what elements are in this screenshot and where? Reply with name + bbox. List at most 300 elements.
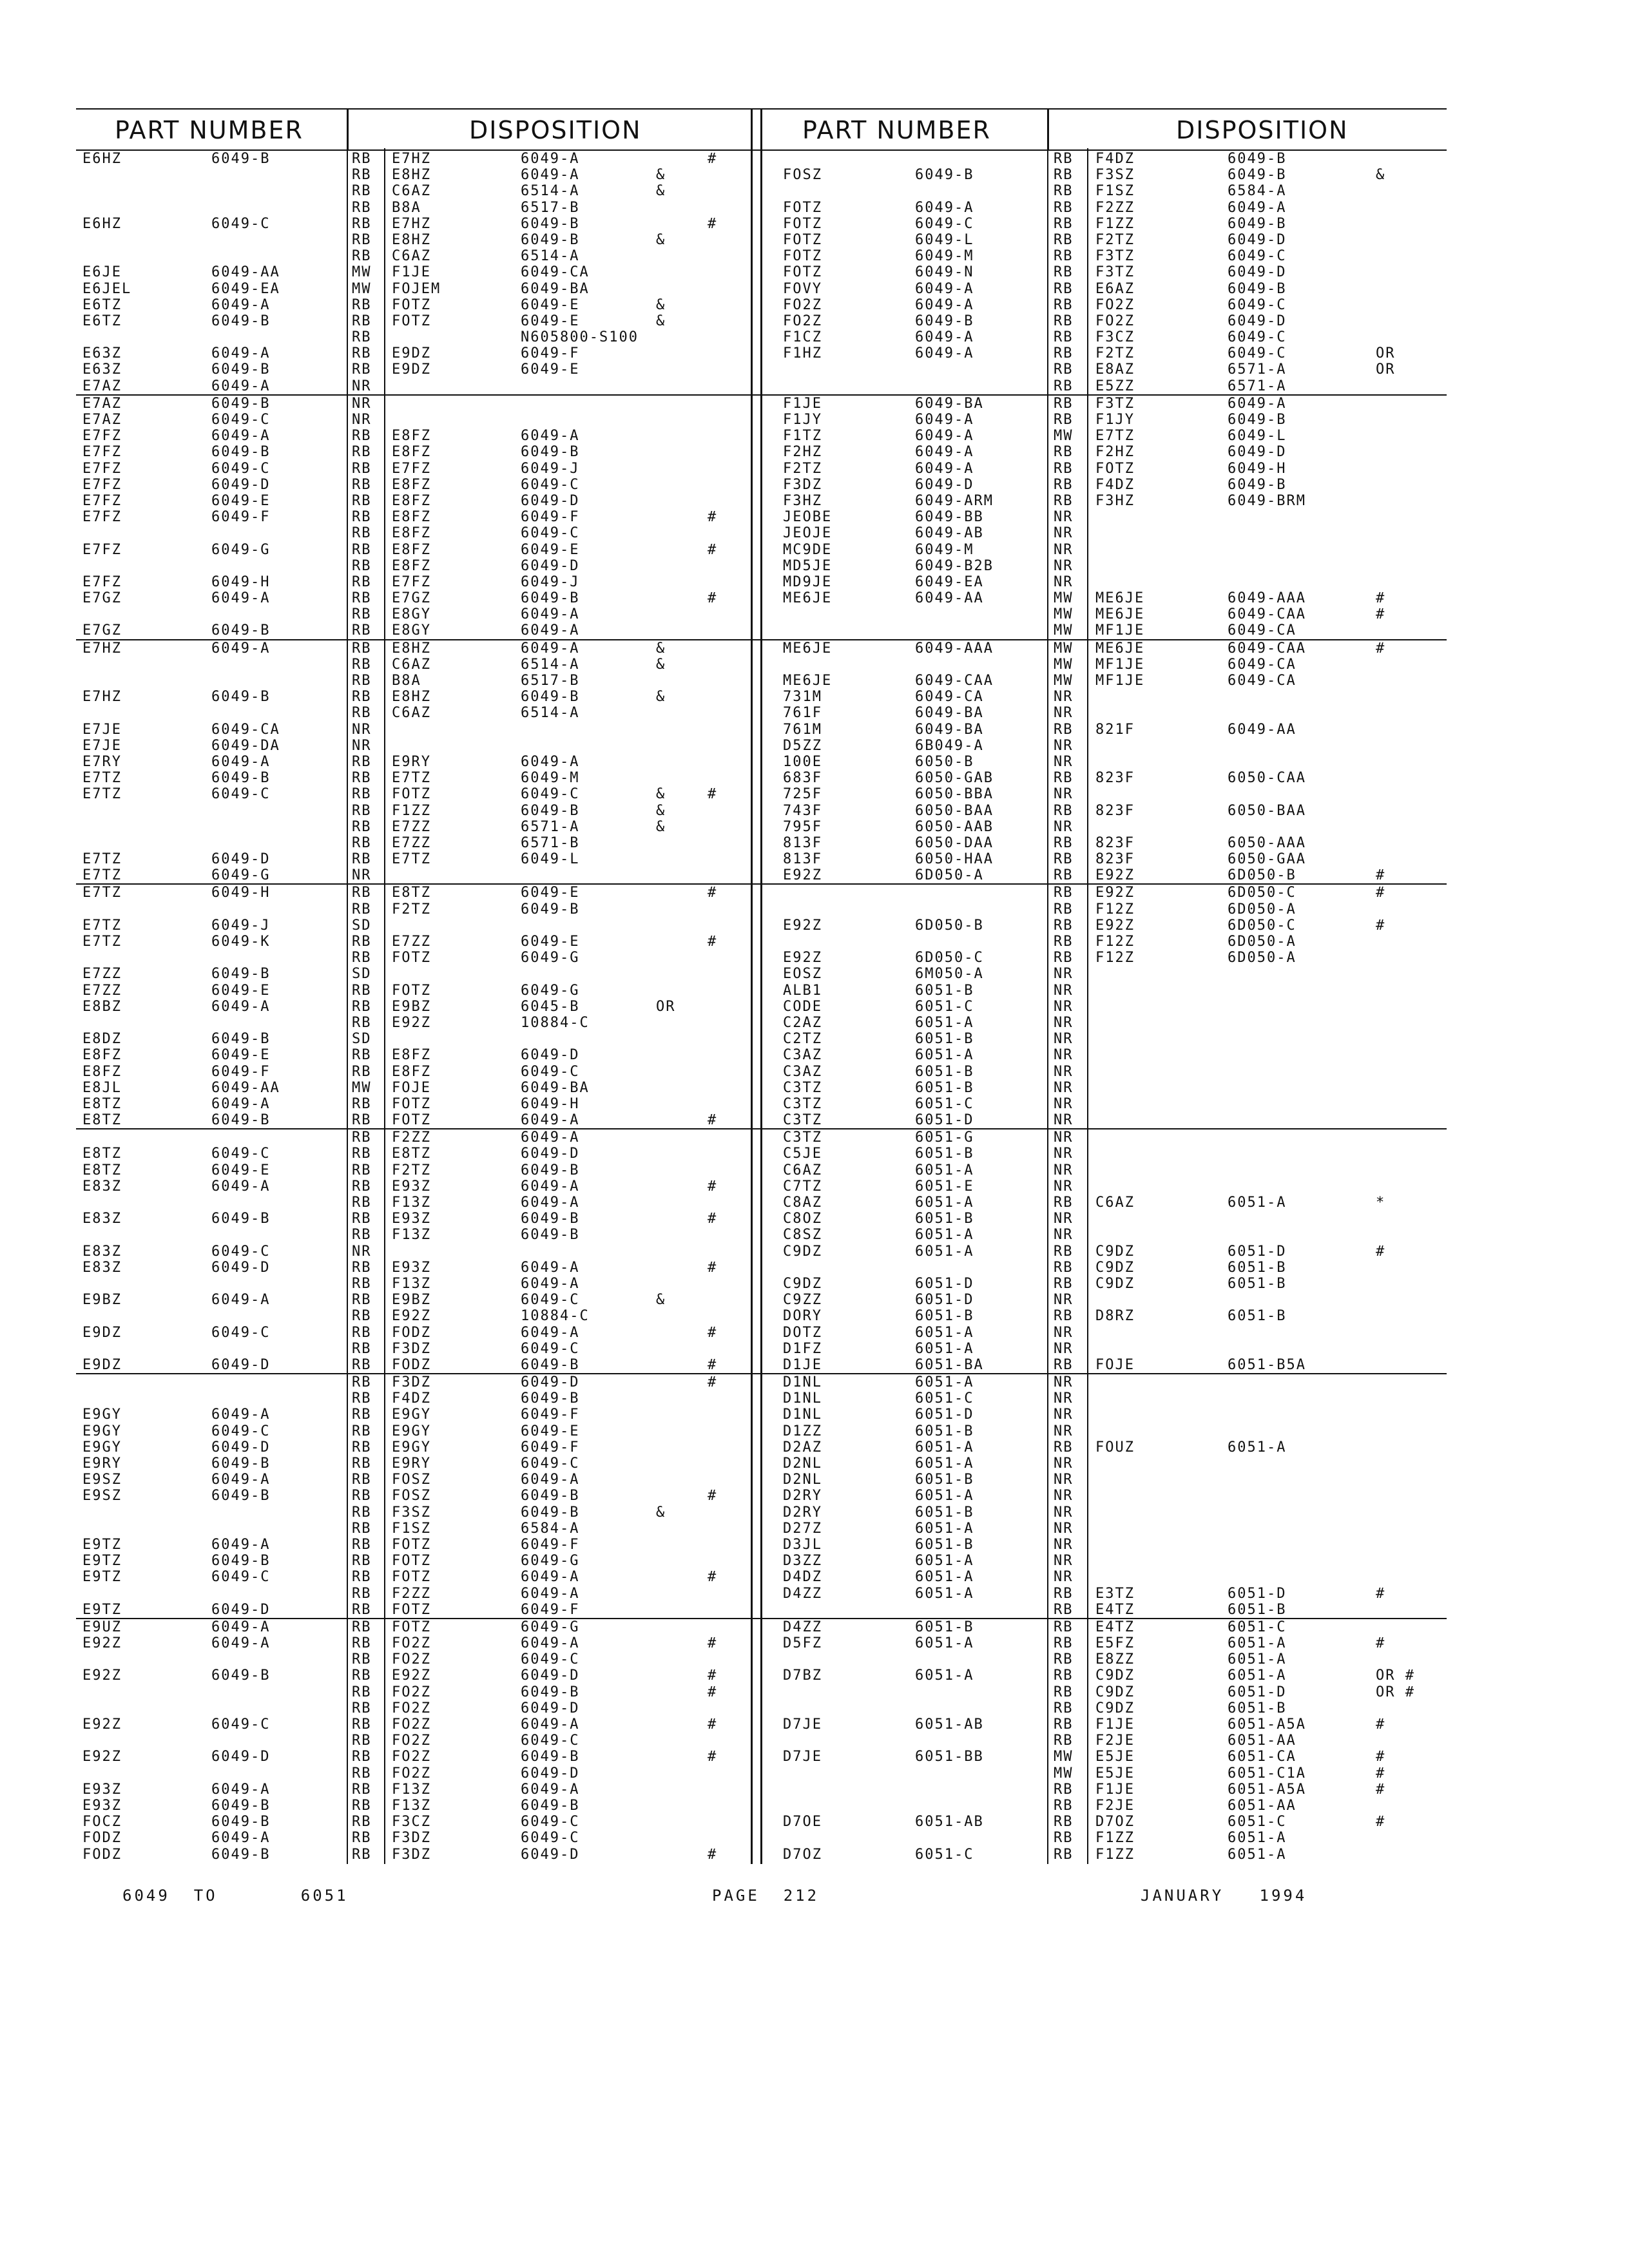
part-suffix: 6B049-A [915,737,984,754]
replacement-number: 6051-A5A [1228,1716,1306,1733]
part-suffix: 6051-B [915,1308,974,1325]
replacement-number: 6049-D [521,1374,580,1391]
part-suffix: 6049-C [211,1423,271,1439]
replacement-prefix: E8ZZ [1095,1651,1135,1668]
table-row [764,558,1447,574]
part-number: 813F [783,834,822,851]
disposition-code: RB [352,1504,372,1521]
replacement-prefix: E9GY [392,1423,431,1439]
replacement-prefix: 823F [1095,834,1135,851]
disposition-code: RB [352,1407,372,1423]
part-number: FOTZ [783,215,822,232]
table-row [764,1488,1447,1504]
disposition-code: RB [1054,721,1074,738]
table-row [76,1635,772,1651]
disposition-code: RB [1054,361,1074,378]
part-number: C3TZ [783,1129,822,1146]
table-row [764,1439,1447,1456]
part-number: 795F [783,818,822,835]
table-row [76,428,772,444]
replacement-number: 6049-L [1228,428,1287,445]
part-number: D3JL [783,1536,822,1553]
part-number: D3ZZ [783,1553,822,1570]
replacement-prefix: F3TZ [1095,248,1135,265]
replacement-prefix: E4TZ [1095,1619,1135,1635]
part-suffix: 6049-A [211,1407,271,1423]
part-suffix: 6051-B [915,1423,974,1439]
part-suffix: 6049-A [211,590,271,607]
note: # [708,786,718,803]
part-number: E9TZ [82,1553,122,1570]
part-number: FOTZ [783,264,822,281]
part-number: D27Z [783,1520,822,1537]
table-row [764,1015,1447,1031]
table-row [76,477,772,493]
part-number: E7RY [82,753,122,770]
part-suffix: 6049-A [211,1635,271,1652]
replacement-number: 6049-AAA [1228,590,1306,607]
replacement-prefix: E8HZ [392,231,431,248]
replacement-prefix: E92Z [392,1308,431,1325]
table-row [764,1521,1447,1537]
replacement-number: 6050-GAA [1228,851,1306,868]
replacement-prefix: E9RY [392,753,431,770]
replacement-number: 6049-B [1228,476,1287,493]
disposition-code: RB [352,705,372,722]
part-suffix: 6051-B [915,1211,974,1227]
table-row [764,851,1447,867]
part-suffix: 6049-BA [915,721,984,738]
disposition-code: RB [352,1423,372,1439]
table-row [764,1472,1447,1488]
replacement-prefix: FOTZ [392,982,431,999]
replacement-prefix: F12Z [1095,901,1135,918]
part-suffix: 6049-C [211,460,271,477]
part-number: E7FZ [82,444,122,461]
replacement-number: 6049-M [521,770,580,787]
disposition-code: NR [1054,1536,1074,1553]
part-number: E83Z [82,1178,122,1195]
part-number: C3TZ [783,1095,822,1112]
part-number: F3DZ [783,476,822,493]
replacement-prefix: E8HZ [392,640,431,657]
disposition-code: RB [1054,802,1074,819]
table-row [76,509,772,525]
disposition-code: MW [1054,656,1074,673]
table-row [764,1651,1447,1667]
part-suffix: 6051-C [915,1390,974,1407]
part-number: MC9DE [783,541,833,558]
replacement-number: 6049-CA [1228,656,1296,673]
part-number: E7FZ [82,573,122,590]
part-suffix: 6D050-C [915,950,984,966]
replacement-prefix: FO2Z [392,1716,431,1733]
disposition-code: RB [352,573,372,590]
replacement-number: 6049-H [1228,460,1287,477]
table-row [764,1423,1447,1439]
disposition-code: RB [1054,1259,1074,1276]
replacement-number: 6049-J [521,573,580,590]
part-suffix: 6049-B [211,151,271,167]
part-number: C3TZ [783,1112,822,1129]
part-number: C7TZ [783,1178,822,1195]
flag: OR [1376,361,1396,378]
table-row [764,1325,1447,1341]
replacement-prefix: FOTZ [392,1536,431,1553]
replacement-prefix: FODZ [392,1324,431,1341]
part-number: C8AZ [783,1195,822,1211]
table-row [764,966,1447,982]
disposition-code: RB [352,1765,372,1782]
replacement-prefix: FO2Z [392,1733,431,1749]
table-row [764,1456,1447,1472]
replacement-prefix: E8FZ [392,444,431,461]
table-row [76,1390,772,1407]
table-row [764,770,1447,786]
part-suffix: 6049-B [211,622,271,639]
replacement-prefix: F1ZZ [1095,1830,1135,1847]
part-suffix: 6051-B [915,1619,974,1635]
replacement-prefix: E9DZ [392,361,431,378]
disposition-code: RB [352,248,372,265]
code-rule [384,148,385,1864]
replacement-prefix: C9DZ [1095,1684,1135,1700]
replacement-number: 6049-BA [521,1079,590,1096]
disposition-code: RB [1054,1684,1074,1700]
part-suffix: 6049-C [211,1324,271,1341]
replacement-number: 6051-B [1228,1601,1287,1618]
replacement-prefix: F3DZ [392,1830,431,1847]
part-suffix: 6051-B [915,1146,974,1162]
replacement-prefix: F13Z [392,1781,431,1798]
replacement-prefix: E92Z [1095,885,1135,901]
table-row [76,770,772,786]
disposition-code: RB [1054,934,1074,950]
flag: & [1376,167,1386,184]
replacement-prefix: F1SZ [1095,183,1135,200]
table-row [764,444,1447,460]
disposition-code: RB [352,476,372,493]
disposition-code: RB [352,167,372,184]
replacement-prefix: E8FZ [392,541,431,558]
table-row [764,819,1447,835]
disposition-code: RB [352,1162,372,1178]
part-number: 761F [783,705,822,722]
part-number: 100E [783,753,822,770]
disposition-code: RB [352,786,372,803]
part-number: E7FZ [82,460,122,477]
disposition-code: RB [352,606,372,623]
replacement-number: 6049-A [521,1195,580,1211]
replacement-number: 6051-A [1228,1439,1287,1456]
table-row [76,493,772,509]
part-number: FO2Z [783,312,822,329]
table-row [76,1276,772,1292]
table-row [764,622,1447,640]
part-suffix: 6051-B [915,1031,974,1048]
part-suffix: 6049-BA [915,395,984,412]
part-suffix: 6051-G [915,1129,974,1146]
part-suffix: 6050-BAA [915,802,994,819]
part-number: F2HZ [783,444,822,461]
disposition-code: NR [1054,1504,1074,1521]
note: # [708,1259,718,1276]
replacement-prefix: E7FZ [392,573,431,590]
flag: # [1376,917,1386,934]
replacement-number: 6571-A [1228,378,1287,394]
disposition-code: RB [1054,412,1074,428]
disposition-code: NR [1054,753,1074,770]
date-month: JANUARY [1141,1887,1224,1905]
replacement-number: 6049-F [521,1601,580,1618]
header-divider [1047,110,1049,149]
table-row [764,200,1447,216]
replacement-number: 6049-H [521,1095,580,1112]
disposition-code: MW [352,1079,372,1096]
right-rows [764,151,1447,1863]
replacement-number: 6049-B [521,1227,580,1244]
disposition-code: RB [1054,834,1074,851]
disposition-code: RB [1054,395,1074,412]
disposition-code: NR [1054,509,1074,526]
part-suffix: 6049-C [211,412,271,428]
replacement-number: 6049-C [521,1651,580,1668]
replacement-prefix: E7ZZ [392,834,431,851]
replacement-number: 6051-A [1228,1635,1287,1652]
table-row [764,1407,1447,1423]
disposition-code: RB [1054,901,1074,918]
replacement-prefix: F2HZ [1095,444,1135,461]
replacement-prefix: E7TZ [392,770,431,787]
part-number: C8SZ [783,1227,822,1244]
table-row [76,918,772,934]
replacement-prefix: FO2Z [392,1749,431,1765]
replacement-prefix: F2TZ [392,901,431,918]
replacement-number: 6051-A [1228,1846,1287,1863]
replacement-prefix: F12Z [1095,934,1135,950]
replacement-number: 6049-B [1228,280,1287,297]
table-row [76,378,772,396]
part-suffix: 6049-B [915,312,974,329]
disposition-code: RB [352,492,372,509]
replacement-prefix: FO2Z [392,1684,431,1700]
replacement-number: 6049-A [521,167,580,184]
table-row [76,200,772,216]
table-row [76,1374,772,1390]
table-row [76,313,772,329]
part-suffix: 6050-BBA [915,786,994,803]
table-row [76,754,772,770]
disposition-code: NR [352,867,372,884]
table-row [764,1798,1447,1814]
replacement-number: 6051-AA [1228,1797,1296,1814]
replacement-prefix: FOSZ [392,1472,431,1488]
table-row [76,1015,772,1031]
part-suffix: 6049-B [211,361,271,378]
replacement-prefix: E7HZ [392,151,431,167]
replacement-prefix: F1ZZ [1095,1846,1135,1863]
disposition-code: MW [1054,622,1074,639]
part-number: C5JE [783,1146,822,1162]
replacement-prefix: F3DZ [392,1374,431,1391]
replacement-prefix: C9DZ [1095,1667,1135,1684]
part-number: E7HZ [82,640,122,657]
replacement-prefix: E3TZ [1095,1585,1135,1602]
part-number: D4DZ [783,1569,822,1586]
disposition-code: RB [352,851,372,868]
replacement-number: 6049-B [521,1797,580,1814]
replacement-number: 6584-A [521,1520,580,1537]
disposition-code: RB [1054,1635,1074,1652]
replacement-number: 6049-D [1228,264,1287,281]
table-row [764,786,1447,802]
disposition-code: RB [1054,1700,1074,1716]
table-row [76,1504,772,1521]
table-row [76,297,772,313]
replacement-prefix: E7FZ [392,460,431,477]
part-suffix: 6051-D [915,1275,974,1292]
table-row [764,378,1447,396]
part-number: E9TZ [82,1601,122,1618]
part-suffix: 6049-B [211,689,271,706]
note: # [708,1716,718,1733]
part-number: E92Z [82,1749,122,1765]
part-number: E6HZ [82,215,122,232]
table-row [76,640,772,657]
replacement-number: 6050-AAA [1228,834,1306,851]
replacement-prefix: F1JY [1095,412,1135,428]
part-number: E7GZ [82,590,122,607]
table-row [76,1162,772,1178]
part-number: E9DZ [82,1324,122,1341]
table-row [76,1586,772,1602]
disposition-code: NR [1054,1324,1074,1341]
replacement-number: 6049-D [521,1047,580,1064]
replacement-number: 6051-CA [1228,1749,1296,1765]
part-suffix: 6049-D [211,1749,271,1765]
part-number: C2TZ [783,1031,822,1048]
replacement-number: 6049-B [521,231,580,248]
flag: & [656,689,666,706]
disposition-code: RB [352,998,372,1015]
replacement-prefix: FOTZ [392,1619,431,1635]
part-number: E7AZ [82,395,122,412]
part-number: D4ZZ [783,1585,822,1602]
replacement-number: 6049-C [521,1340,580,1357]
disposition-code: RB [352,183,372,200]
replacement-number: 6049-C [521,1814,580,1831]
replacement-number: 6049-B [521,1684,580,1700]
disposition-code: RB [1054,345,1074,362]
table-row [764,313,1447,329]
table-row [76,574,772,590]
disposition-code: RB [352,1536,372,1553]
note: # [708,1374,718,1391]
replacement-prefix: FOSZ [392,1488,431,1504]
replacement-prefix: FOTZ [392,1569,431,1586]
table-row [76,1047,772,1063]
disposition-code: RB [352,329,372,346]
disposition-code: NR [1054,1340,1074,1357]
part-number: E8TZ [82,1112,122,1129]
part-number: D2NL [783,1472,822,1488]
part-suffix: 6049-D [211,1601,271,1618]
part-suffix: 6049-AA [915,590,984,607]
disposition-code: RB [1054,1585,1074,1602]
replacement-number: 6049-C [521,476,580,493]
disposition-code: RB [1054,1619,1074,1635]
table-row [76,1619,772,1635]
part-number: E7HZ [82,689,122,706]
disposition-code: RB [1054,296,1074,313]
part-suffix: 6049-D [211,1439,271,1456]
part-number: E7JE [82,737,122,754]
disposition-code: NR [352,721,372,738]
part-suffix: 6051-AB [915,1716,984,1733]
part-suffix: 6051-A [915,1667,974,1684]
table-row [764,216,1447,232]
part-suffix: 6049-A [915,296,974,313]
disposition-code: RB [1054,476,1074,493]
table-row [76,657,772,673]
part-suffix: 6049-B [211,1846,271,1863]
replacement-number: 6049-A [521,1275,580,1292]
part-number: C3TZ [783,1079,822,1096]
disposition-code: NR [1054,966,1074,983]
part-number: D1NL [783,1407,822,1423]
note: # [708,1178,718,1195]
table-row [764,1031,1447,1047]
replacement-prefix: FODZ [392,1356,431,1373]
disposition-code: RB [1054,280,1074,297]
flag: & [656,183,666,200]
table-row [764,1684,1447,1700]
disposition-code: RB [352,834,372,851]
disposition-code: RB [352,982,372,999]
part-suffix: 6049-D [915,476,974,493]
table-row [76,1814,772,1830]
table-row [764,1162,1447,1178]
table-row [76,1260,772,1276]
part-number: E83Z [82,1243,122,1260]
table-row [76,1537,772,1553]
part-number: E63Z [82,361,122,378]
table-row [76,901,772,918]
replacement-prefix: E7TZ [392,851,431,868]
replacement-prefix: E93Z [392,1259,431,1276]
table-row [76,999,772,1015]
part-number: E7FZ [82,428,122,445]
table-row [76,281,772,297]
table-row [764,918,1447,934]
part-number: E9TZ [82,1536,122,1553]
part-suffix: 6049-D [211,476,271,493]
part-suffix: 6049-B2B [915,557,994,574]
disposition-code: RB [1054,444,1074,461]
disposition-code: RB [1054,1195,1074,1211]
table-row [76,1227,772,1243]
disposition-code: RB [1054,312,1074,329]
right-table [764,108,1447,1863]
table-row [76,966,772,982]
disposition-code: RB [352,689,372,706]
disposition-code: NR [1054,1520,1074,1537]
disposition-code: RB [352,1716,372,1733]
table-row [76,1569,772,1585]
replacement-prefix: C9DZ [1095,1700,1135,1716]
replacement-number: 6049-A [521,622,580,639]
part-number: C9ZZ [783,1292,822,1309]
